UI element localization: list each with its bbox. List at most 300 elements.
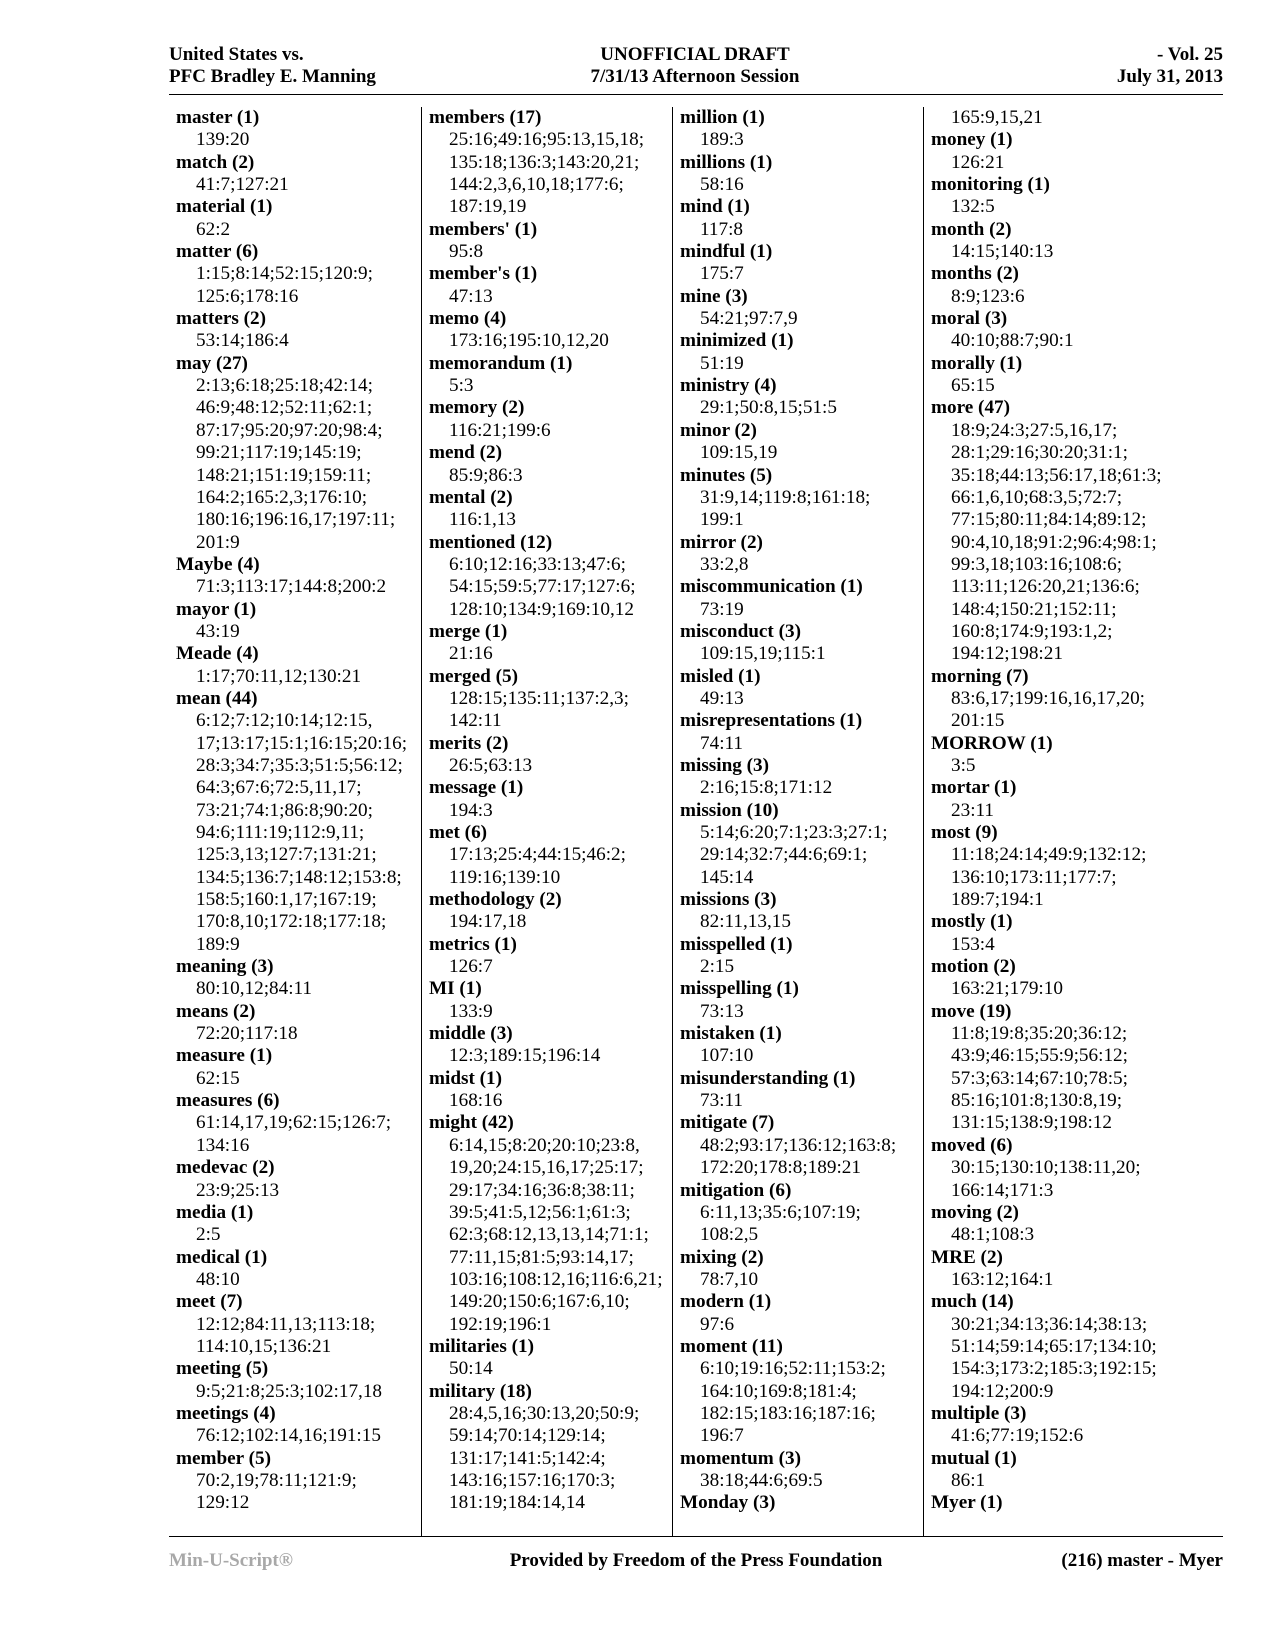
index-page-refs: 9:5;21:8;25:3;102:17,18 [196, 1380, 383, 1402]
index-page-refs: 113:11;126:20,21;136:6; [951, 576, 1140, 598]
index-entry [931, 1247, 1223, 1292]
index-term: misspelling (1) [680, 978, 799, 1000]
index-entry [429, 934, 672, 979]
index-entry [680, 152, 923, 197]
index-entry [176, 1202, 421, 1247]
index-page-refs: 40:10;88:7;90:1 [951, 330, 1074, 352]
index-entry [931, 1135, 1223, 1202]
index-entry [680, 375, 923, 420]
index-page-refs: 48:1;108:3 [951, 1224, 1035, 1246]
index-page-refs: 128:15;135:11;137:2,3; [449, 687, 629, 709]
index-term: MORROW (1) [931, 732, 1053, 754]
index-page-refs: 139:20 [196, 129, 250, 151]
index-term: Myer (1) [931, 1492, 1003, 1514]
index-term: moving (2) [931, 1201, 1019, 1223]
index-page-refs: 29:14;32:7;44:6;69:1; [700, 844, 868, 866]
index-term: minutes (5) [680, 464, 773, 486]
index-page-refs: 145:14 [700, 866, 754, 888]
index-term: meet (7) [176, 1291, 243, 1313]
index-term: moved (6) [931, 1134, 1013, 1156]
index-page-refs: 43:9;46:15;55:9;56:12; [951, 1045, 1128, 1067]
index-page-refs: 2:13;6:18;25:18;42:14; [196, 375, 373, 397]
index-page-refs: 166:14;171:3 [951, 1179, 1054, 1201]
index-page-refs: 99:21;117:19;145:19; [196, 442, 362, 464]
index-term: mistaken (1) [680, 1023, 782, 1045]
index-entry [680, 330, 923, 375]
index-page-refs: 70:2,19;78:11;121:9; [196, 1469, 357, 1491]
index-page-refs: 133:9 [449, 1000, 493, 1022]
index-term: met (6) [429, 822, 488, 843]
index-entry [680, 1492, 923, 1514]
header-draft-label: UNOFFICIAL DRAFT [600, 44, 790, 65]
header-case-line-2: PFC Bradley E. Manning [169, 66, 376, 87]
index-term: MI (1) [429, 978, 482, 1000]
index-page-refs: 12:12;84:11,13;113:18; [196, 1313, 376, 1335]
index-term: move (19) [931, 1000, 1012, 1022]
index-page-refs: 41:6;77:19;152:6 [951, 1425, 1084, 1447]
index-entry [680, 755, 923, 800]
index-column-3 [672, 107, 923, 1536]
index-entry [429, 353, 672, 398]
index-page-refs: 2:5 [196, 1224, 221, 1246]
index-page-refs: 33:2,8 [700, 553, 749, 575]
index-entry [176, 1045, 421, 1090]
index-term: million (1) [680, 107, 765, 128]
index-page-refs: 6:10;19:16;52:11;153:2; [700, 1358, 886, 1380]
index-term: measures (6) [176, 1090, 280, 1112]
index-page-refs: 39:5;41:5,12;56:1;61:3; [449, 1201, 631, 1223]
index-page-refs: 78:7,10 [700, 1268, 759, 1290]
index-term: month (2) [931, 218, 1012, 240]
index-term: mutual (1) [931, 1447, 1017, 1469]
index-page-refs: 48:2;93:17;136:12;163:8; [700, 1134, 897, 1156]
index-term: motion (2) [931, 956, 1016, 978]
index-entry [176, 599, 421, 644]
index-page-refs: 164:2;165:2,3;176:10; [196, 486, 368, 508]
index-entry [680, 532, 923, 577]
index-page-refs: 76:12;102:14,16;191:15 [196, 1425, 381, 1447]
index-page-refs: 132:5 [951, 196, 995, 218]
index-page-refs: 131:17;141:5;142:4; [449, 1447, 606, 1469]
index-page-refs: 6:14,15;8:20;20:10;23:8, [449, 1134, 640, 1156]
index-page-refs: 64:3;67:6;72:5,11,17; [196, 777, 362, 799]
footer-provider: Provided by Freedom of the Press Foundation [509, 1550, 883, 1571]
index-entry [176, 152, 421, 197]
index-page-refs: 128:10;134:9;169:10,12 [449, 598, 634, 620]
index-page-refs: 41:7;127:21 [196, 174, 289, 196]
index-page-refs: 189:3 [700, 129, 744, 151]
index-term: might (42) [429, 1112, 514, 1134]
index-page-refs: 189:9 [196, 933, 240, 955]
index-entry [680, 241, 923, 286]
index-page-refs: 148:4;150:21;152:11; [951, 598, 1117, 620]
index-page-refs: 74:11 [700, 732, 743, 754]
index-page-refs: 8:9;123:6 [951, 285, 1025, 307]
index-term: merged (5) [429, 665, 518, 687]
index-entry [176, 1291, 421, 1358]
index-entry [176, 1448, 421, 1515]
index-page-refs: 62:3;68:12,13,13,14;71:1; [449, 1224, 649, 1246]
index-page-refs: 54:15;59:5;77:17;127:6; [449, 576, 636, 598]
index-entry [680, 934, 923, 979]
index-term: moral (3) [931, 308, 1008, 330]
index-entry [680, 666, 923, 711]
index-entry [931, 911, 1223, 956]
index-term: Monday (3) [680, 1492, 776, 1514]
index-page-refs: 90:4,10,18;91:2;96:4;98:1; [951, 531, 1157, 553]
index-entry [680, 1291, 923, 1336]
index-page-refs: 85:9;86:3 [449, 464, 523, 486]
index-page-refs: 6:12;7:12;10:14;12:15, [196, 710, 373, 732]
index-page-refs: 160:8;174:9;193:1,2; [951, 620, 1113, 642]
index-term: mentioned (12) [429, 531, 553, 553]
index-entry [429, 219, 672, 264]
index-entry [680, 576, 923, 621]
index-page-refs: 114:10,15;136:21 [196, 1335, 332, 1357]
index-page-refs: 154:3;173:2;185:3;192:15; [951, 1358, 1157, 1380]
index-term: master (1) [176, 107, 260, 128]
index-page-refs: 51:19 [700, 352, 744, 374]
index-term: merits (2) [429, 732, 509, 754]
index-entry [680, 1448, 923, 1493]
index-page-refs: 172:20;178:8;189:21 [700, 1157, 861, 1179]
index-entry [680, 286, 923, 331]
index-page-refs: 43:19 [196, 620, 240, 642]
index-entry [176, 196, 421, 241]
index-page-refs: 97:6 [700, 1313, 735, 1335]
index-page-refs: 31:9,14;119:8;161:18; [700, 486, 871, 508]
index-page-refs: 194:12;198:21 [951, 643, 1063, 665]
header-case-line-1: United States vs. [169, 44, 304, 65]
index-entry [429, 889, 672, 934]
index-entry [176, 956, 421, 1001]
index-page-refs: 3:5 [951, 754, 976, 776]
index-page-refs: 49:13 [700, 687, 744, 709]
index-term: months (2) [931, 263, 1019, 285]
index-term: match (2) [176, 151, 255, 173]
index-term: matters (2) [176, 308, 267, 330]
index-term: military (18) [429, 1380, 532, 1402]
index-entry [931, 1202, 1223, 1247]
index-page-refs: 47:13 [449, 285, 493, 307]
index-page-refs: 109:15,19;115:1 [700, 643, 826, 665]
index-page-refs: 180:16;196:16,17;197:11; [196, 509, 396, 531]
index-term: mixing (2) [680, 1246, 764, 1268]
index-page-refs: 19,20;24:15,16,17;25:17; [449, 1157, 644, 1179]
index-entry [176, 1157, 421, 1202]
index-entry [680, 800, 923, 889]
index-term: mostly (1) [931, 911, 1013, 933]
index-entry [176, 1403, 421, 1448]
index-term: missing (3) [680, 754, 770, 776]
index-page-refs: 51:14;59:14;65:17;134:10; [951, 1335, 1157, 1357]
index-page-refs: 35:18;44:13;56:17,18;61:3; [951, 464, 1162, 486]
index-entry [680, 1068, 923, 1113]
index-entry [680, 1112, 923, 1179]
index-page-refs: 25:16;49:16;95:13,15,18; [449, 129, 645, 151]
index-page-refs: 62:2 [196, 218, 231, 240]
index-page-refs: 94:6;111:19;112:9,11; [196, 822, 365, 843]
index-entry [680, 1336, 923, 1448]
index-term: memo (4) [429, 308, 507, 330]
index-term: misled (1) [680, 665, 761, 687]
index-term: Meade (4) [176, 643, 259, 665]
index-term: mission (10) [680, 799, 779, 821]
index-page-refs: 116:21;199:6 [449, 419, 551, 441]
index-entry [931, 822, 1223, 911]
index-entry [931, 1492, 1223, 1514]
index-page-refs: 116:1,13 [449, 509, 516, 531]
index-page-refs: 109:15,19 [700, 442, 778, 464]
index-page-refs: 73:19 [700, 598, 744, 620]
index-page-refs: 26:5;63:13 [449, 754, 533, 776]
index-page-refs: 142:11 [449, 710, 502, 732]
index-page-refs: 201:9 [196, 531, 240, 553]
index-entry [931, 733, 1223, 778]
index-entry [176, 241, 421, 308]
index-term: meetings (4) [176, 1402, 276, 1424]
index-entry [680, 978, 923, 1023]
header-session [0, 44, 1275, 88]
index-entry [680, 710, 923, 755]
index-entry [429, 666, 672, 733]
header-volume [1117, 44, 1223, 88]
header-volume-number: - Vol. 25 [1157, 44, 1223, 65]
index-entry [429, 1381, 672, 1515]
index-page-refs: 136:10;173:11;177:7; [951, 866, 1117, 888]
index-term: media (1) [176, 1201, 254, 1223]
index-term: metrics (1) [429, 933, 517, 955]
index-page-refs: 59:14;70:14;129:14; [449, 1425, 606, 1447]
index-page-refs: 2:16;15:8;171:12 [700, 777, 833, 799]
index-entry [931, 174, 1223, 219]
index-page-refs: 12:3;189:15;196:14 [449, 1045, 601, 1067]
index-page-refs: 153:4 [951, 933, 995, 955]
index-term: mayor (1) [176, 598, 257, 620]
index-page-refs: 119:16;139:10 [449, 866, 561, 888]
index-page-refs: 192:19;196:1 [449, 1313, 552, 1335]
index-entry [931, 666, 1223, 733]
index-entry [680, 889, 923, 934]
word-index-table [169, 94, 1223, 1537]
footer-page-range: (216) master - Myer [1061, 1550, 1223, 1571]
index-entry [176, 1090, 421, 1157]
index-entry [680, 621, 923, 666]
index-page-refs: 17:13;25:4;44:15;46:2; [449, 844, 626, 866]
index-page-refs: 28:4,5,16;30:13,20;50:9; [449, 1402, 640, 1424]
index-page-refs: 149:20;150:6;167:6,10; [449, 1291, 630, 1313]
index-page-refs: 23:11 [951, 799, 994, 821]
index-term: misrepresentations (1) [680, 710, 863, 732]
index-term: misconduct (3) [680, 620, 801, 642]
index-page-refs: 11:8;19:8;35:20;36:12; [951, 1023, 1128, 1045]
index-term: miscommunication (1) [680, 576, 863, 598]
index-entry [931, 1001, 1223, 1135]
index-entry [429, 621, 672, 666]
index-term: merge (1) [429, 620, 508, 642]
footer-brand: Min-U-Script® [169, 1550, 293, 1571]
index-term: momentum (3) [680, 1447, 801, 1469]
index-page-refs: 199:1 [700, 509, 744, 531]
index-term: mirror (2) [680, 531, 763, 553]
index-page-refs: 129:12 [196, 1492, 250, 1514]
index-page-refs: 28:3;34:7;35:3;51:5;56:12; [196, 754, 403, 776]
index-term: mean (44) [176, 687, 258, 709]
index-term: morning (7) [931, 665, 1029, 687]
index-term: more (47) [931, 397, 1011, 419]
index-page-refs: 1:15;8:14;52:15;120:9; [196, 263, 373, 285]
index-term: much (14) [931, 1291, 1014, 1313]
index-term: mindful (1) [680, 241, 773, 263]
index-page-refs: 28:1;29:16;30:20;31:1; [951, 442, 1128, 464]
index-entry [429, 397, 672, 442]
index-page-refs: 18:9;24:3;27:5,16,17; [951, 419, 1118, 441]
index-page-refs: 6:11,13;35:6;107:19; [700, 1201, 861, 1223]
index-term: mend (2) [429, 442, 503, 464]
index-page-refs: 196:7 [700, 1425, 744, 1447]
index-page-refs: 194:12;200:9 [951, 1380, 1054, 1402]
index-column-2 [421, 107, 672, 1536]
index-page-refs: 48:10 [196, 1268, 240, 1290]
index-entry [429, 308, 672, 353]
index-page-refs: 148:21;151:19;159:11; [196, 464, 372, 486]
index-page-refs: 134:5;136:7;148:12;153:8; [196, 866, 402, 888]
index-term: mortar (1) [931, 777, 1017, 799]
index-entry [176, 308, 421, 353]
index-page-refs: 11:18;24:14;49:9;132:12; [951, 844, 1147, 866]
index-term: member's (1) [429, 263, 538, 285]
index-entry [931, 107, 1223, 129]
index-page-refs: 103:16;108:12,16;116:6,21; [449, 1268, 663, 1290]
index-entry [931, 956, 1223, 1001]
index-page-refs: 165:9,15,21 [951, 107, 1043, 128]
index-page-refs: 71:3;113:17;144:8;200:2 [196, 576, 387, 598]
index-page-refs: 135:18;136:3;143:20,21; [449, 151, 640, 173]
index-entry [429, 107, 672, 219]
index-page-refs: 50:14 [449, 1358, 493, 1380]
index-page-refs: 1:17;70:11,12;130:21 [196, 665, 362, 687]
index-page-refs: 164:10;169:8;181:4; [700, 1380, 857, 1402]
index-page-refs: 23:9;25:13 [196, 1179, 280, 1201]
index-term: methodology (2) [429, 889, 562, 911]
index-page-refs: 29:17;34:16;36:8;38:11; [449, 1179, 635, 1201]
index-page-refs: 82:11,13,15 [700, 911, 791, 933]
index-term: modern (1) [680, 1291, 772, 1313]
index-term: misspelled (1) [680, 933, 793, 955]
index-page-refs: 77:15;80:11;84:14;89:12; [951, 509, 1147, 531]
index-page-refs: 134:16 [196, 1134, 250, 1156]
index-page-refs: 144:2,3,6,10,18;177:6; [449, 174, 624, 196]
index-page-refs: 5:3 [449, 375, 474, 397]
index-entry [680, 465, 923, 532]
index-entry [429, 733, 672, 778]
index-page-refs: 65:15 [951, 375, 995, 397]
index-term: means (2) [176, 1000, 256, 1022]
index-entry [931, 308, 1223, 353]
index-entry [931, 219, 1223, 264]
index-page-refs: 57:3;63:14;67:10;78:5; [951, 1067, 1128, 1089]
index-entry [429, 532, 672, 621]
index-term: mine (3) [680, 285, 748, 307]
index-entry [931, 353, 1223, 398]
index-page-refs: 187:19,19 [449, 196, 527, 218]
index-term: money (1) [931, 129, 1013, 151]
index-entry [931, 1291, 1223, 1403]
index-entry [680, 1023, 923, 1068]
index-page-refs: 126:7 [449, 956, 493, 978]
index-column-4 [923, 107, 1223, 1536]
index-term: moment (11) [680, 1335, 783, 1357]
index-page-refs: 80:10,12;84:11 [196, 978, 313, 1000]
index-page-refs: 99:3,18;103:16;108:6; [951, 553, 1123, 575]
index-entry [176, 353, 421, 554]
page-footer [169, 1550, 1223, 1574]
index-page-refs: 168:16 [449, 1090, 503, 1112]
index-page-refs: 72:20;117:18 [196, 1023, 298, 1045]
index-term: multiple (3) [931, 1402, 1027, 1424]
index-page-refs: 117:8 [700, 218, 743, 240]
index-page-refs: 194:3 [449, 799, 493, 821]
index-page-refs: 194:17,18 [449, 911, 527, 933]
index-term: millions (1) [680, 151, 773, 173]
index-entry [429, 1023, 672, 1068]
index-term: minor (2) [680, 419, 757, 441]
index-term: members (17) [429, 107, 542, 128]
index-page-refs: 62:15 [196, 1067, 240, 1089]
header-session-date: 7/31/13 Afternoon Session [590, 66, 800, 87]
index-entry [680, 420, 923, 465]
index-term: memorandum (1) [429, 352, 573, 374]
index-page-refs: 85:16;101:8;130:8,19; [951, 1090, 1123, 1112]
index-page-refs: 30:21;34:13;36:14;38:13; [951, 1313, 1148, 1335]
index-term: mind (1) [680, 196, 750, 218]
index-page-refs: 126:21 [951, 151, 1005, 173]
index-term: meaning (3) [176, 956, 274, 978]
index-page-refs: 108:2,5 [700, 1224, 759, 1246]
index-page-refs: 83:6,17;199:16,16,17,20; [951, 687, 1146, 709]
index-entry [429, 1112, 672, 1335]
index-term: midst (1) [429, 1067, 503, 1089]
index-term: monitoring (1) [931, 174, 1050, 196]
index-page-refs: 53:14;186:4 [196, 330, 289, 352]
index-entry [176, 107, 421, 152]
index-page-refs: 2:15 [700, 956, 735, 978]
index-page-refs: 58:16 [700, 174, 744, 196]
index-page-refs: 29:1;50:8,15;51:5 [700, 397, 837, 419]
index-term: morally (1) [931, 352, 1023, 374]
index-page-refs: 61:14,17,19;62:15;126:7; [196, 1112, 392, 1134]
index-entry [176, 554, 421, 599]
index-term: may (27) [176, 352, 248, 374]
index-page-refs: 163:12;164:1 [951, 1268, 1054, 1290]
index-page-refs: 6:10;12:16;33:13;47:6; [449, 553, 626, 575]
index-term: most (9) [931, 822, 998, 843]
index-page-refs: 73:13 [700, 1000, 744, 1022]
index-page-refs: 95:8 [449, 241, 484, 263]
index-term: mental (2) [429, 486, 513, 508]
index-page-refs: 158:5;160:1,17;167:19; [196, 889, 377, 911]
index-term: members' (1) [429, 218, 538, 240]
index-page-refs: 181:19;184:14,14 [449, 1492, 585, 1514]
index-page-refs: 170:8,10;172:18;177:18; [196, 911, 387, 933]
index-page-refs: 17;13:17;15:1;16:15;20:16; [196, 732, 408, 754]
index-entry [931, 1403, 1223, 1448]
index-entry [176, 1358, 421, 1403]
index-term: measure (1) [176, 1045, 273, 1067]
index-page-refs: 77:11,15;81:5;93:14,17; [449, 1246, 634, 1268]
index-entry [680, 107, 923, 152]
index-page-refs: 125:3,13;127:7;131:21; [196, 844, 377, 866]
